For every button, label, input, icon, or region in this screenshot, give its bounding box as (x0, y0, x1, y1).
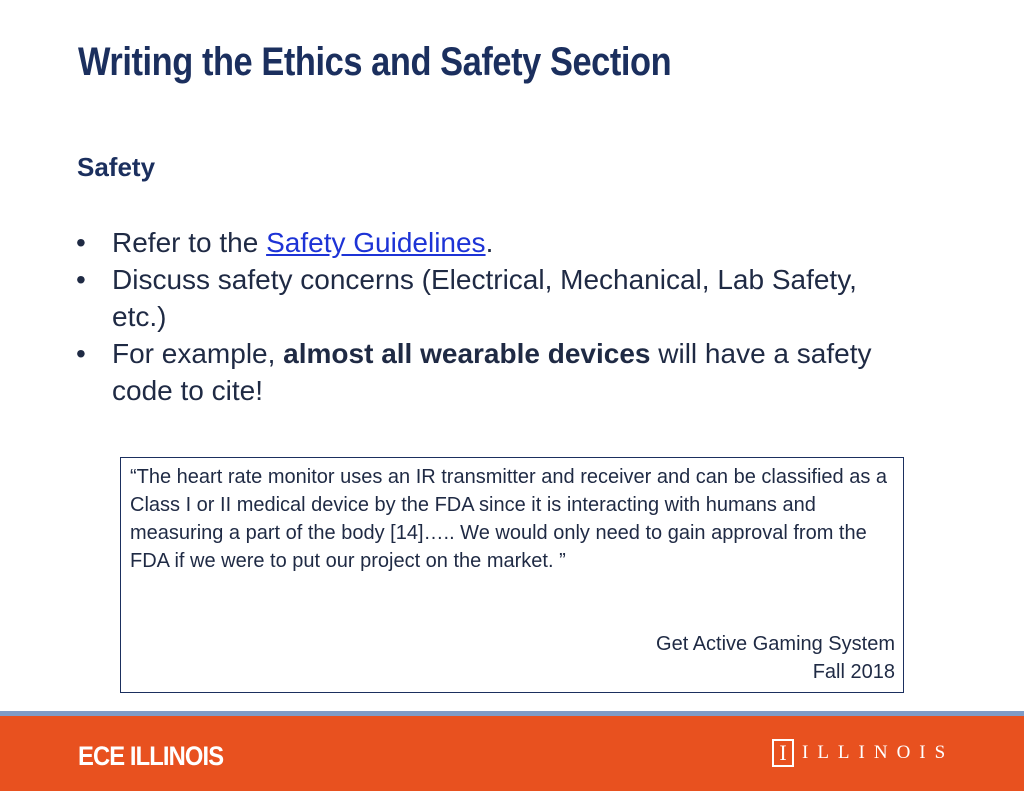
attribution-term: Fall 2018 (812, 661, 895, 683)
bullet-marker: • (76, 264, 86, 295)
bullet-text: Discuss safety concerns (Electrical, Mechanical, Lab Safety, etc.) (112, 264, 857, 332)
footer-bar (0, 716, 1024, 791)
bullet-text: . (485, 227, 494, 258)
quote-box (120, 457, 904, 693)
bullet-text: For example, (112, 338, 284, 369)
bullet-marker: • (76, 227, 86, 258)
ece-illinois-logo: ECE ILLINOIS (78, 741, 224, 771)
quote-attribution (656, 630, 895, 686)
bullet-item (76, 261, 876, 335)
bullet-marker: • (76, 338, 86, 369)
bullet-emphasis: almost all wearable devices (283, 338, 651, 369)
bullet-list (76, 224, 876, 409)
attribution-project: Get Active Gaming System (656, 633, 895, 655)
illinois-logo (772, 736, 954, 770)
page-title: Writing the Ethics and Safety Section (78, 40, 672, 84)
safety-guidelines-link[interactable]: Safety Guidelines (266, 227, 486, 258)
illinois-wordmark: ILLINOIS (802, 742, 955, 763)
bullet-text: Refer to the (112, 227, 267, 258)
bullet-item (76, 224, 876, 261)
section-heading: Safety (77, 152, 156, 182)
bullet-text: will have a safety code to cite! (112, 338, 872, 406)
bullet-item (76, 335, 876, 409)
block-i-icon: I (772, 739, 794, 767)
quote-text: “The heart rate monitor uses an IR transmitter and receiver and can be classified as a Class I or II medical device by the FDA since it is interacting with humans and measuring a part of the body [14]….. We would only need to gain approval from the FDA if we were to put our project on the market. ” (130, 466, 888, 572)
